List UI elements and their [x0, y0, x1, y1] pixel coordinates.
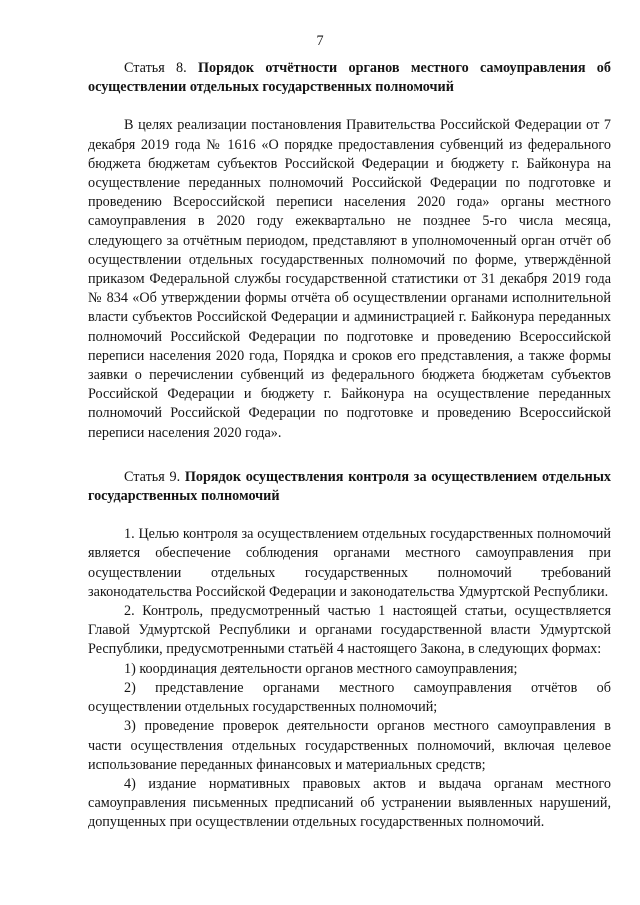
page-number: 7 [316, 33, 324, 49]
article-9-form-3: 3) проведение проверок деятельности органов местного самоуправления в части осуществления отдельных государственных полномочий, включая целевое использование переданных финансовых и материальных средств; [88, 718, 611, 773]
article-8-paragraph: В целях реализации постановления Правительства Российской Федерации от 7 декабря 2019 года № 1616 «О порядке предоставления субвенций из федерального бюджета бюджетам субъектов Российской Федерации и бюджету г. Байконура на осуществление переданных полномочий Российской Федерации по подготовке и проведению Всероссийской переписи населения 2020 года» органы местного самоуправления в 2020 году ежеквартально не позднее 5-го числа месяца, следующего за отчётным периодом, представляют в уполномоченный орган отчёт об осуществлении отдельных государственных полномочий по форме, утверждённой приказом Федеральной службы государственной статистики от 31 декабря 2019 года № 834 «Об утверждении формы отчёта об осуществлении органами исполнительной власти субъектов Российской Федерации и администрацией г. Байконура переданных полномочий Российской Федерации по подготовке и проведению Всероссийской переписи населения 2020 года, Порядка и сроков его представления, а также формы заявки о перечислении субвенций из федерального бюджета бюджетам субъектов Российской Федерации и бюджету г. Байконура на осуществление переданных полномочий Российской Федерации по подготовке и проведению Всероссийской переписи населения 2020 года». [88, 117, 611, 441]
article-8-title: Порядок отчётности органов местного самоуправления об осуществлении отдельных государственных полномочий [88, 60, 611, 96]
article-9-title: Порядок осуществления контроля за осуществлением отдельных государственных полномочий [88, 468, 611, 505]
article-9-heading [88, 468, 611, 506]
article-9-form-2: 2) представление органами местного самоуправления отчётов об осуществлении отдельных государственных полномочий; [88, 679, 611, 716]
article-9-label: Статья 9. [124, 468, 181, 485]
article-9-form-4: 4) издание нормативных правовых актов и выдача органам местного самоуправления письменных предписаний об устранении выявленных нарушений, допущенных при осуществлении отдельных государственных полномочий. [88, 775, 611, 831]
article-8-heading [88, 59, 611, 97]
page-content [88, 59, 611, 833]
article-9-part-1: 1. Целью контроля за осуществлением отдельных государственных полномочий является обеспечение соблюдения органами местного самоуправления при осуществлении отдельных государственных полномочий требований законодательства Российской Федерации и законодательства Удмуртской Республики. [88, 526, 611, 600]
article-9-form-1: 1) координация деятельности органов местного самоуправления; [124, 660, 518, 677]
article-9-part-2: 2. Контроль, предусмотренный частью 1 настоящей статьи, осуществляется Главой Удмуртской Республики и органами государственной власти Удмуртской Республики, предусмотренными статьёй 4 настоящего Закона, в следующих формах: [88, 603, 611, 658]
article-8-label: Статья 8. [124, 60, 187, 76]
